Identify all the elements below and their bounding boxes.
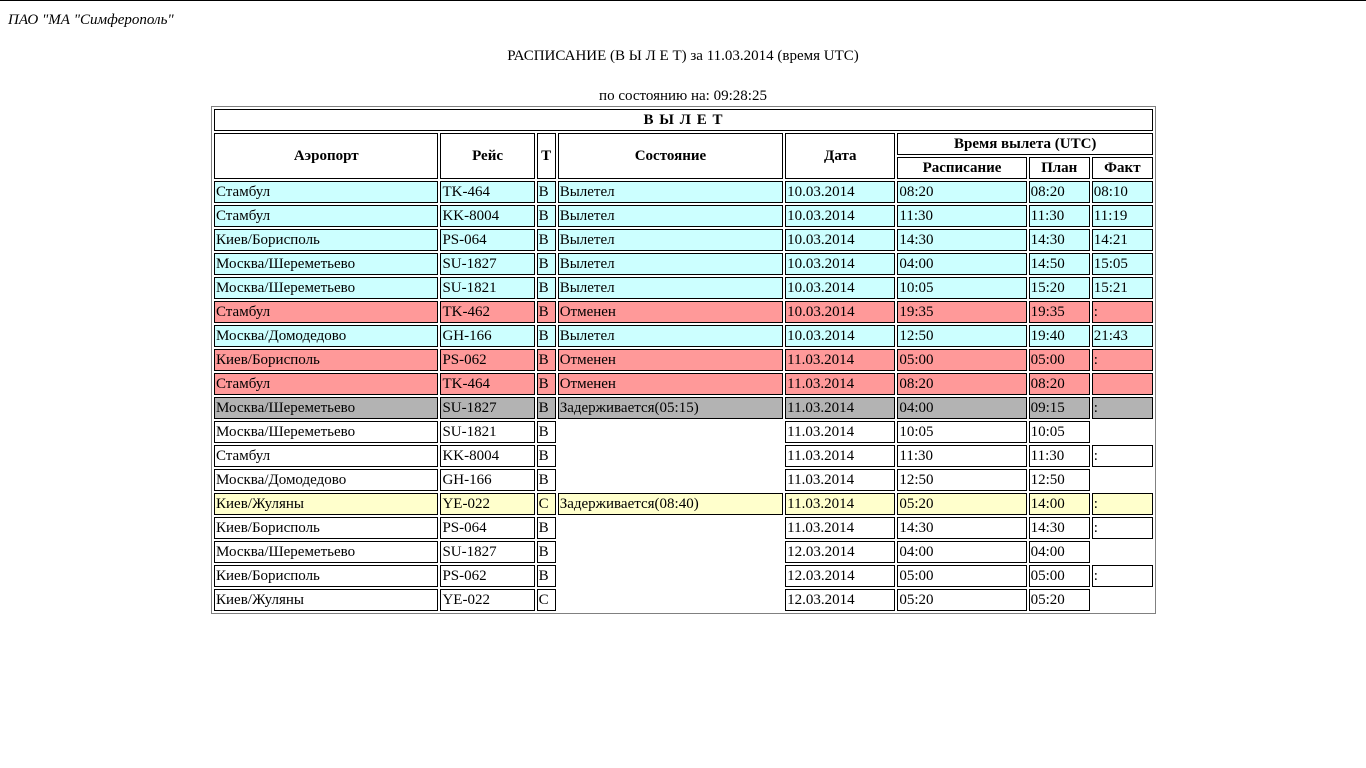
cell-plan: 19:35	[1029, 301, 1090, 323]
status-label: по состоянию на:	[599, 88, 710, 104]
cell-terminal: B	[537, 253, 556, 275]
cell-airport: Москва/Шереметьево	[214, 541, 438, 563]
cell-plan: 08:20	[1029, 373, 1090, 395]
cell-date: 10.03.2014	[785, 229, 895, 251]
table-row	[214, 205, 1153, 227]
cell-plan: 14:30	[1029, 517, 1090, 539]
cell-fact: :	[1092, 445, 1153, 467]
cell-airport: Москва/Домодедово	[214, 325, 438, 347]
company-name: ПАО "МА "Симферополь"	[8, 12, 174, 28]
cell-airport: Стамбул	[214, 181, 438, 203]
header-departure-time-group: Время вылета (UTC)	[897, 133, 1153, 155]
cell-date: 10.03.2014	[785, 205, 895, 227]
cell-date: 10.03.2014	[785, 253, 895, 275]
cell-date: 11.03.2014	[785, 421, 895, 443]
cell-fact	[1092, 541, 1153, 563]
cell-date: 10.03.2014	[785, 181, 895, 203]
cell-state: Вылетел	[558, 253, 783, 275]
cell-fact	[1092, 469, 1153, 491]
cell-airport: Киев/Борисполь	[214, 349, 438, 371]
table-body	[214, 181, 1153, 611]
cell-state: Отменен	[558, 349, 783, 371]
cell-airport: Москва/Шереметьево	[214, 397, 438, 419]
cell-plan: 10:05	[1029, 421, 1090, 443]
cell-flight: PS-064	[440, 517, 534, 539]
cell-airport: Киев/Борисполь	[214, 517, 438, 539]
table-row	[214, 181, 1153, 203]
cell-date: 12.03.2014	[785, 541, 895, 563]
cell-date: 11.03.2014	[785, 469, 895, 491]
cell-plan: 15:20	[1029, 277, 1090, 299]
cell-date: 10.03.2014	[785, 325, 895, 347]
table-caption: В Ы Л Е Т	[214, 109, 1153, 131]
cell-airport: Киев/Жуляны	[214, 493, 438, 515]
cell-terminal: B	[537, 421, 556, 443]
cell-plan: 14:50	[1029, 253, 1090, 275]
cell-flight: SU-1827	[440, 253, 534, 275]
cell-state	[558, 589, 783, 611]
table-row	[214, 277, 1153, 299]
cell-date: 10.03.2014	[785, 277, 895, 299]
header-fact: Факт	[1092, 157, 1153, 179]
cell-state	[558, 541, 783, 563]
cell-plan: 19:40	[1029, 325, 1090, 347]
cell-scheduled: 11:30	[897, 205, 1026, 227]
cell-scheduled: 08:20	[897, 181, 1026, 203]
cell-airport: Стамбул	[214, 373, 438, 395]
cell-fact: :	[1092, 397, 1153, 419]
cell-terminal: C	[537, 493, 556, 515]
status-line	[0, 88, 1366, 105]
cell-fact: :	[1092, 493, 1153, 515]
cell-flight: PS-062	[440, 349, 534, 371]
cell-state	[558, 445, 783, 467]
cell-flight: YE-022	[440, 493, 534, 515]
cell-terminal: B	[537, 373, 556, 395]
cell-terminal: B	[537, 325, 556, 347]
cell-airport: Киев/Жуляны	[214, 589, 438, 611]
header-terminal: Т	[537, 133, 556, 179]
cell-state: Задерживается(08:40)	[558, 493, 783, 515]
cell-state	[558, 517, 783, 539]
cell-flight: KK-8004	[440, 205, 534, 227]
cell-scheduled: 05:00	[897, 349, 1026, 371]
cell-date: 12.03.2014	[785, 589, 895, 611]
cell-fact	[1092, 373, 1153, 395]
cell-airport: Киев/Борисполь	[214, 229, 438, 251]
cell-fact: 11:19	[1092, 205, 1153, 227]
cell-fact: 08:10	[1092, 181, 1153, 203]
cell-state	[558, 469, 783, 491]
cell-plan: 04:00	[1029, 541, 1090, 563]
cell-scheduled: 04:00	[897, 397, 1026, 419]
cell-scheduled: 10:05	[897, 277, 1026, 299]
cell-flight: PS-064	[440, 229, 534, 251]
cell-fact: :	[1092, 349, 1153, 371]
table-row	[214, 517, 1153, 539]
cell-terminal: B	[537, 181, 556, 203]
cell-terminal: B	[537, 517, 556, 539]
cell-flight: SU-1827	[440, 541, 534, 563]
header-flight: Рейс	[440, 133, 534, 179]
cell-scheduled: 12:50	[897, 469, 1026, 491]
cell-terminal: B	[537, 469, 556, 491]
table-row	[214, 565, 1153, 587]
cell-terminal: B	[537, 397, 556, 419]
table-row	[214, 493, 1153, 515]
table-row	[214, 349, 1153, 371]
cell-airport: Стамбул	[214, 445, 438, 467]
status-time: 09:28:25	[713, 88, 767, 104]
table-row	[214, 301, 1153, 323]
table-row	[214, 325, 1153, 347]
cell-scheduled: 05:20	[897, 589, 1026, 611]
cell-date: 12.03.2014	[785, 565, 895, 587]
table-row	[214, 253, 1153, 275]
page-title: РАСПИСАНИЕ (В Ы Л Е Т) за 11.03.2014 (время UTC)	[507, 48, 859, 64]
cell-fact: 15:21	[1092, 277, 1153, 299]
header-airport: Аэропорт	[214, 133, 438, 179]
cell-scheduled: 04:00	[897, 541, 1026, 563]
cell-flight: TK-464	[440, 373, 534, 395]
cell-fact: 14:21	[1092, 229, 1153, 251]
cell-plan: 11:30	[1029, 205, 1090, 227]
cell-fact: :	[1092, 301, 1153, 323]
cell-plan: 05:00	[1029, 349, 1090, 371]
cell-fact	[1092, 589, 1153, 611]
cell-plan: 09:15	[1029, 397, 1090, 419]
cell-fact: :	[1092, 565, 1153, 587]
cell-airport: Москва/Шереметьево	[214, 421, 438, 443]
cell-state	[558, 421, 783, 443]
cell-plan: 05:20	[1029, 589, 1090, 611]
cell-state: Вылетел	[558, 325, 783, 347]
cell-flight: YE-022	[440, 589, 534, 611]
cell-plan: 14:00	[1029, 493, 1090, 515]
cell-scheduled: 10:05	[897, 421, 1026, 443]
header-state: Состояние	[558, 133, 783, 179]
cell-date: 10.03.2014	[785, 301, 895, 323]
cell-terminal: B	[537, 205, 556, 227]
cell-state: Отменен	[558, 373, 783, 395]
cell-flight: SU-1821	[440, 277, 534, 299]
header-date: Дата	[785, 133, 895, 179]
cell-airport: Москва/Шереметьево	[214, 277, 438, 299]
cell-flight: GH-166	[440, 325, 534, 347]
cell-terminal: B	[537, 565, 556, 587]
cell-scheduled: 04:00	[897, 253, 1026, 275]
cell-scheduled: 12:50	[897, 325, 1026, 347]
cell-plan: 08:20	[1029, 181, 1090, 203]
cell-scheduled: 08:20	[897, 373, 1026, 395]
cell-flight: KK-8004	[440, 445, 534, 467]
table-row	[214, 445, 1153, 467]
cell-airport: Москва/Шереметьево	[214, 253, 438, 275]
departures-table	[211, 106, 1156, 614]
cell-state: Вылетел	[558, 181, 783, 203]
cell-flight: SU-1821	[440, 421, 534, 443]
cell-state: Вылетел	[558, 277, 783, 299]
table-row	[214, 541, 1153, 563]
cell-scheduled: 14:30	[897, 517, 1026, 539]
cell-plan: 05:00	[1029, 565, 1090, 587]
table-row	[214, 589, 1153, 611]
cell-scheduled: 14:30	[897, 229, 1026, 251]
cell-scheduled: 19:35	[897, 301, 1026, 323]
cell-airport: Стамбул	[214, 301, 438, 323]
cell-flight: SU-1827	[440, 397, 534, 419]
header-scheduled: Расписание	[897, 157, 1026, 179]
header-plan: План	[1029, 157, 1090, 179]
table-row	[214, 421, 1153, 443]
cell-date: 11.03.2014	[785, 445, 895, 467]
cell-state: Вылетел	[558, 205, 783, 227]
table-row	[214, 229, 1153, 251]
cell-date: 11.03.2014	[785, 517, 895, 539]
cell-terminal: B	[537, 349, 556, 371]
cell-flight: GH-166	[440, 469, 534, 491]
cell-scheduled: 05:20	[897, 493, 1026, 515]
cell-terminal: B	[537, 229, 556, 251]
cell-fact: 21:43	[1092, 325, 1153, 347]
cell-state: Вылетел	[558, 229, 783, 251]
cell-plan: 14:30	[1029, 229, 1090, 251]
cell-terminal: B	[537, 277, 556, 299]
cell-state: Задерживается(05:15)	[558, 397, 783, 419]
cell-fact: :	[1092, 517, 1153, 539]
table-row	[214, 397, 1153, 419]
cell-fact	[1092, 421, 1153, 443]
cell-airport: Киев/Борисполь	[214, 565, 438, 587]
cell-date: 11.03.2014	[785, 373, 895, 395]
cell-flight: PS-062	[440, 565, 534, 587]
cell-fact: 15:05	[1092, 253, 1153, 275]
cell-airport: Москва/Домодедово	[214, 469, 438, 491]
cell-date: 11.03.2014	[785, 397, 895, 419]
cell-flight: TK-464	[440, 181, 534, 203]
cell-terminal: C	[537, 589, 556, 611]
table-row	[214, 469, 1153, 491]
cell-airport: Стамбул	[214, 205, 438, 227]
cell-plan: 11:30	[1029, 445, 1090, 467]
cell-date: 11.03.2014	[785, 349, 895, 371]
cell-plan: 12:50	[1029, 469, 1090, 491]
cell-flight: TK-462	[440, 301, 534, 323]
cell-terminal: B	[537, 541, 556, 563]
cell-scheduled: 11:30	[897, 445, 1026, 467]
table-row	[214, 373, 1153, 395]
cell-scheduled: 05:00	[897, 565, 1026, 587]
cell-state: Отменен	[558, 301, 783, 323]
cell-state	[558, 565, 783, 587]
cell-terminal: B	[537, 301, 556, 323]
cell-terminal: B	[537, 445, 556, 467]
cell-date: 11.03.2014	[785, 493, 895, 515]
